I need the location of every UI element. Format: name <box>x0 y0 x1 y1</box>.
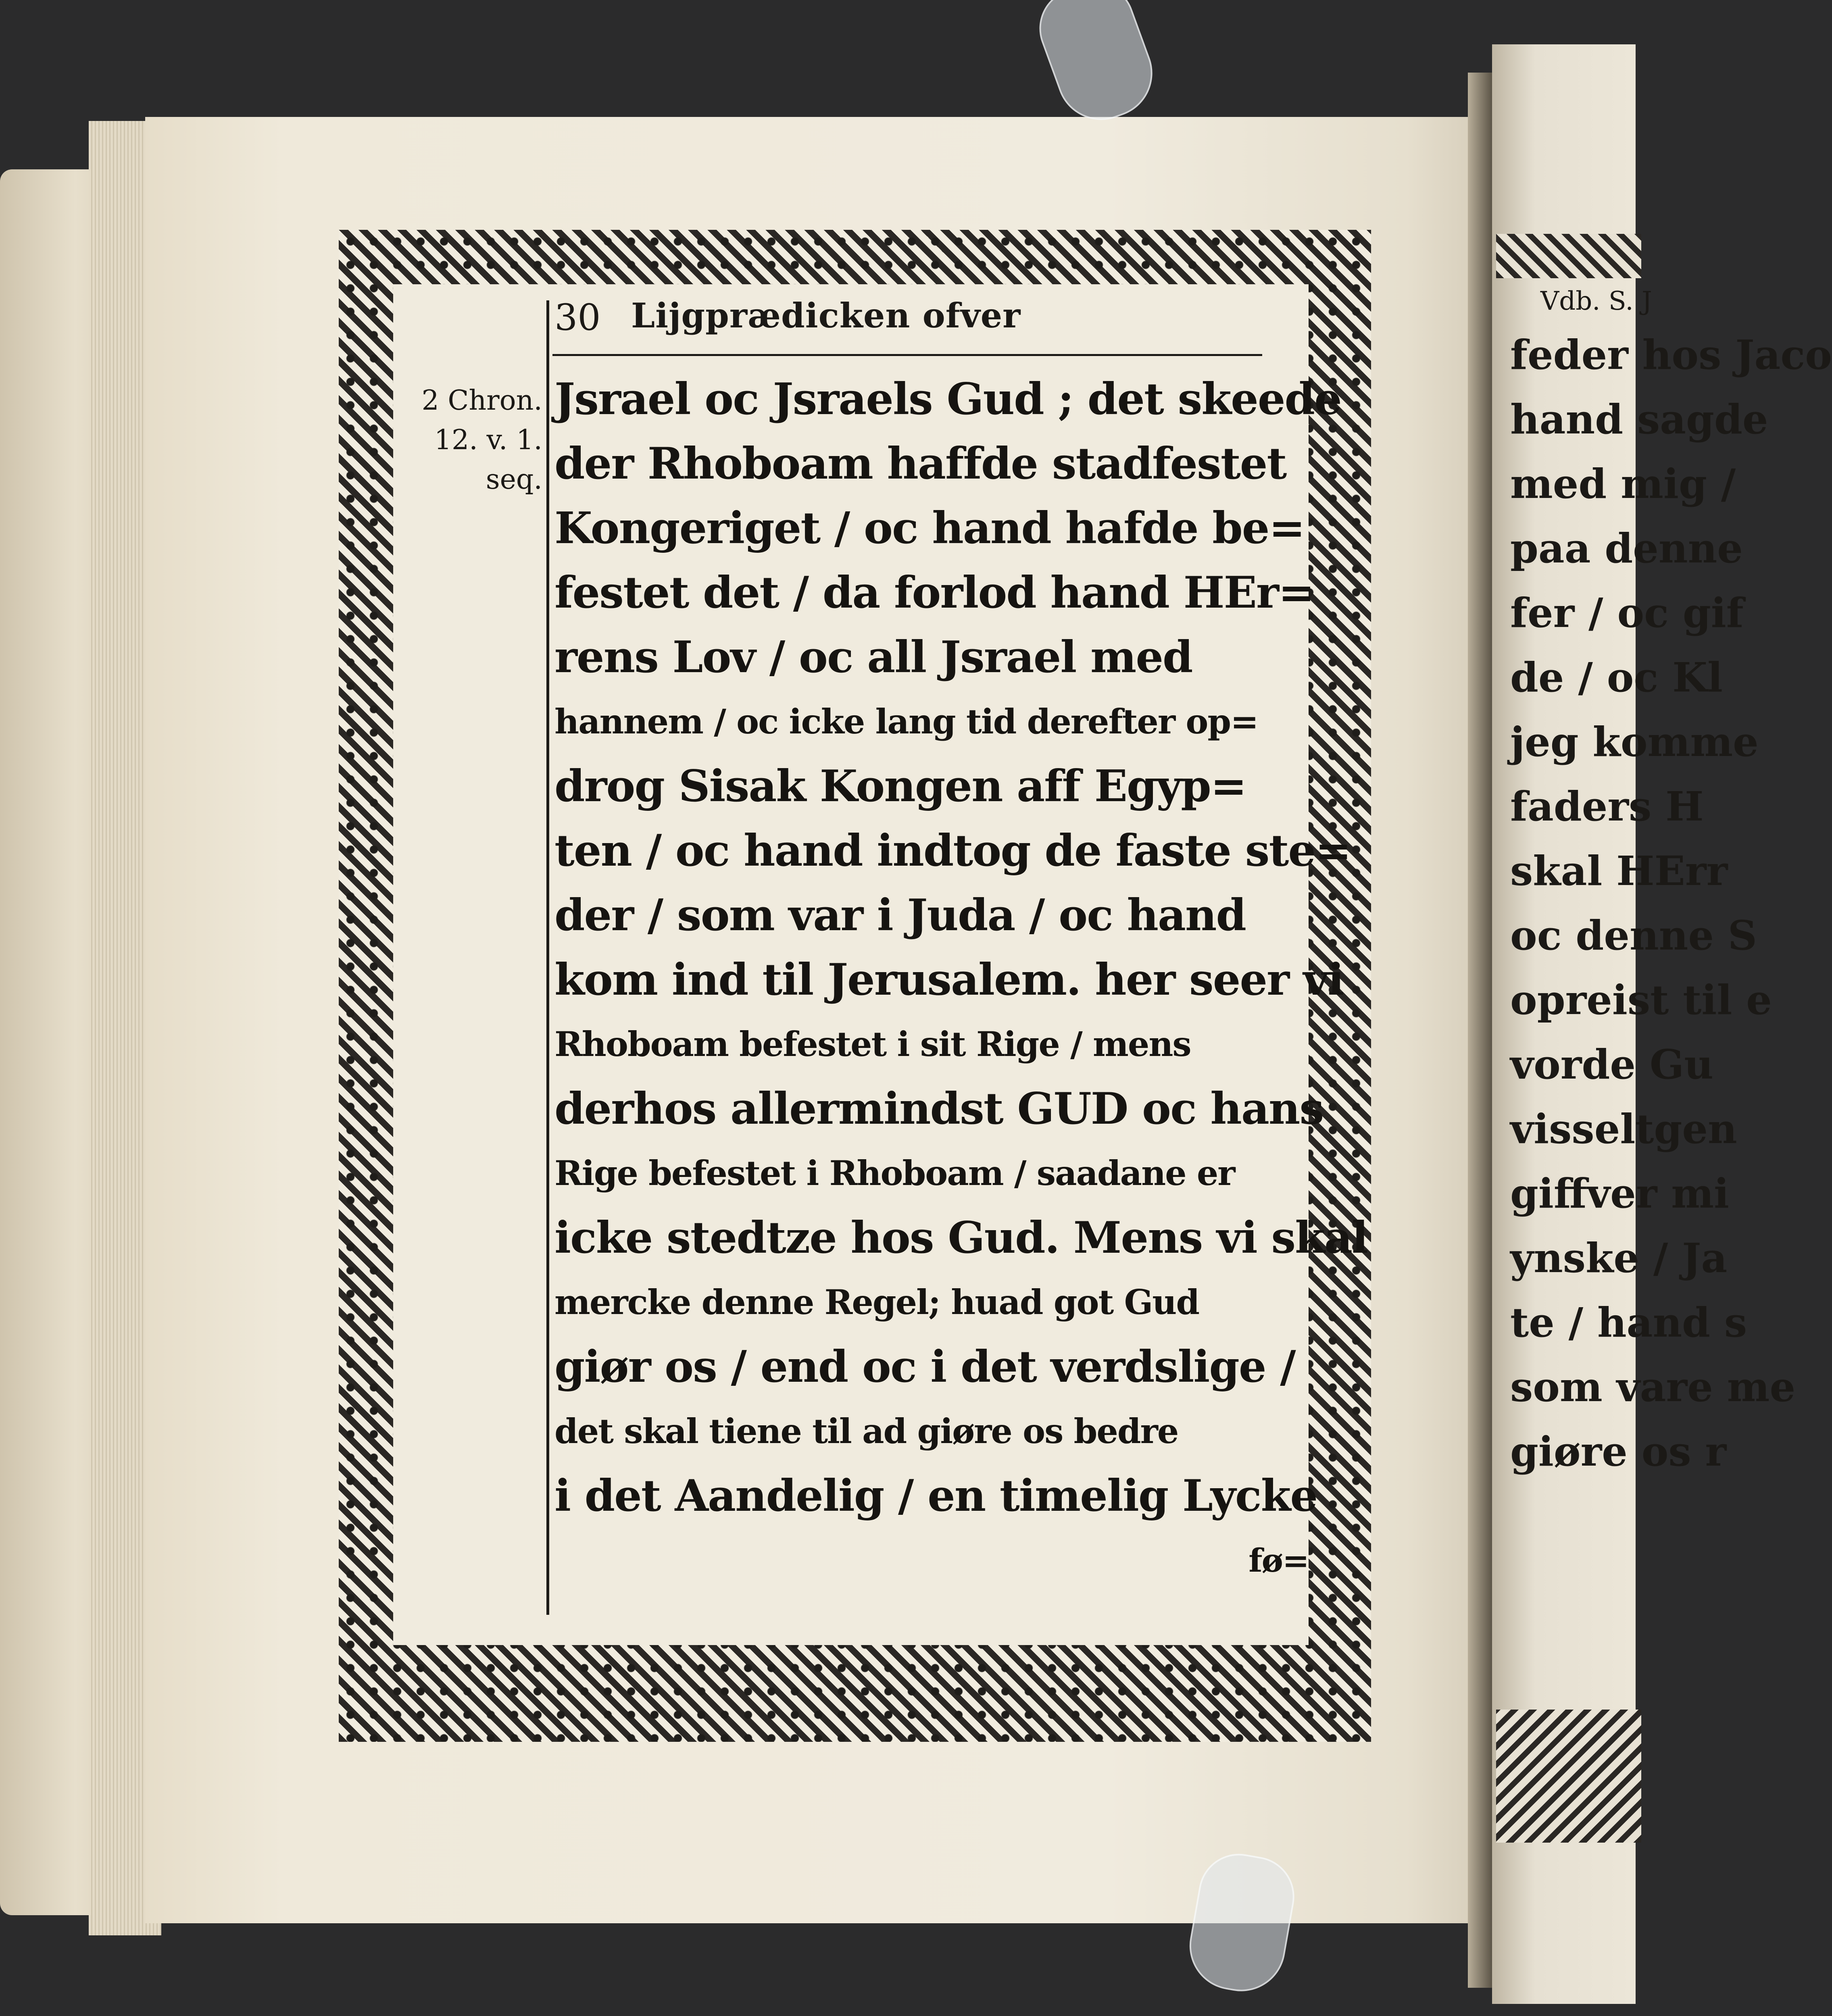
text-line: rens Lov / oc all Jsrael med <box>554 632 1192 683</box>
running-head: Lijgprædicken ofver <box>631 296 1021 335</box>
text-line: drog Sisak Kongen aff Egyp= <box>554 761 1246 812</box>
facing-line: opreist til e <box>1510 976 1772 1024</box>
facing-line: oc denne S <box>1510 912 1757 959</box>
facing-line: hand sagde <box>1510 396 1768 443</box>
margin-rule <box>546 300 549 1615</box>
facing-line: skal HErr <box>1510 847 1728 895</box>
text-line: hannem / oc icke lang tid derefter op= <box>554 702 1258 741</box>
facing-line: jeg komme <box>1510 718 1759 766</box>
book-clip-top <box>1028 0 1165 133</box>
text-line: icke stedtze hos Gud. Mens vi skal <box>554 1212 1368 1263</box>
facing-line: som vare me <box>1510 1363 1796 1411</box>
facing-page-ornament-bottom <box>1496 1710 1641 1843</box>
text-line: i det Aandelig / en timelig Lycke <box>554 1470 1317 1521</box>
facing-line: med mig / <box>1510 460 1736 508</box>
text-line: ten / oc hand indtog de faste ste= <box>554 825 1351 876</box>
facing-page-text <box>1510 323 1832 1484</box>
facing-line: fer / oc gif <box>1510 589 1744 637</box>
facing-line: ynske / Ja <box>1510 1234 1728 1282</box>
facing-page <box>1492 44 1832 2004</box>
facing-line: vorde Gu <box>1510 1041 1713 1088</box>
catchword: fø= <box>1248 1541 1309 1579</box>
marginal-note <box>405 381 542 500</box>
page-number: 30 <box>554 296 601 339</box>
text-block <box>393 284 1368 1645</box>
body-text <box>554 367 1368 1593</box>
text-line: Jsrael oc Jsraels Gud ; det skeede <box>554 374 1341 425</box>
facing-line: giøre os r <box>1510 1428 1727 1475</box>
text-line: det skal tiene til ad giøre os bedre <box>554 1411 1178 1451</box>
text-line: giør os / end oc i det verdslige / <box>554 1341 1295 1392</box>
facing-line: de / oc Kl <box>1510 654 1723 701</box>
text-line: derhos allermindst GUD oc hans <box>554 1083 1323 1134</box>
facing-line: paa denne <box>1510 525 1743 572</box>
text-line: kom ind til Jerusalem. her seer vi <box>554 954 1344 1005</box>
marginal-note-line: 2 Chron. <box>421 385 542 417</box>
facing-page-header: Vdb. S. J <box>1540 286 1652 316</box>
marginal-note-line: 12. v. 1. <box>434 424 542 456</box>
text-line: Rige befestet i Rhoboam / saadane er <box>554 1153 1235 1193</box>
facing-line: feder hos Jaco <box>1510 331 1832 379</box>
text-line: der Rhoboam haffde stadfestet <box>554 438 1286 489</box>
text-line: der / som var i Juda / oc hand <box>554 890 1246 941</box>
text-line: festet det / da forlod hand HEr= <box>554 567 1314 618</box>
text-line: Rhoboam befestet i sit Rige / mens <box>554 1024 1191 1064</box>
facing-line: visseltgen <box>1510 1105 1737 1153</box>
facing-line: faders H <box>1510 783 1704 830</box>
facing-page-ornament-top <box>1496 234 1641 278</box>
text-line: Kongeriget / oc hand hafde be= <box>554 503 1305 554</box>
facing-line: te / hand s <box>1510 1299 1747 1346</box>
text-line: mercke denne Regel; huad got Gud <box>554 1282 1199 1322</box>
facing-line: giffver mi <box>1510 1170 1730 1217</box>
header-rule <box>552 354 1262 356</box>
marginal-note-line: seq. <box>486 464 542 496</box>
